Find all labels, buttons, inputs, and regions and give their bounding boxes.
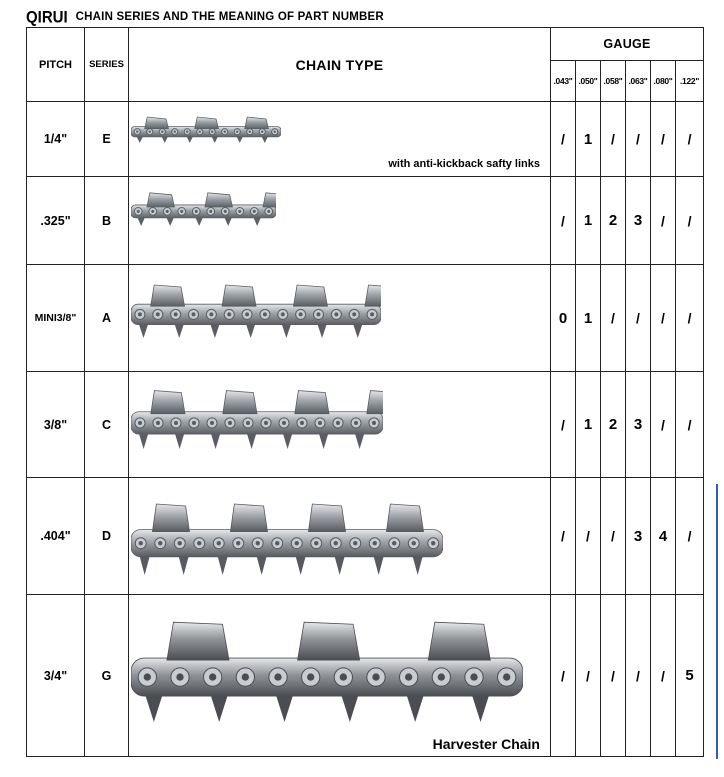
gauge-value-cell: / xyxy=(651,265,676,372)
col-header-series: SERIES xyxy=(85,28,129,102)
pitch-cell: .325" xyxy=(27,177,85,265)
rivet-center xyxy=(267,210,270,213)
cutter-tooth xyxy=(295,391,329,414)
rivet-center xyxy=(228,421,232,425)
document-title: CHAIN SERIES AND THE MEANING OF PART NUMBER xyxy=(75,11,384,23)
gauge-value-cell: 0 xyxy=(551,265,576,372)
rivet-center xyxy=(274,673,281,680)
cutter-tooth xyxy=(223,391,257,414)
rivet-center xyxy=(317,312,321,316)
rivet-center xyxy=(209,673,216,680)
rivet-center xyxy=(224,210,227,213)
rivet-center xyxy=(405,673,412,680)
rivet-center xyxy=(180,210,183,213)
rivet-center xyxy=(372,673,379,680)
rivet-center xyxy=(238,210,241,213)
rivet-center xyxy=(209,210,212,213)
rivet-center xyxy=(392,541,396,545)
rivet-center xyxy=(470,673,477,680)
side-accent-rule xyxy=(716,484,718,759)
rivet-center xyxy=(151,210,154,213)
rivet-center xyxy=(139,541,143,545)
rivet-center xyxy=(373,541,377,545)
rivet-center xyxy=(314,541,318,545)
gauge-value-cell: / xyxy=(676,478,704,595)
rivet-center xyxy=(174,130,176,132)
gauge-value-cell: 1 xyxy=(576,177,601,265)
rivet-center xyxy=(197,541,201,545)
chain-type-cell xyxy=(129,595,551,757)
rivet-center xyxy=(372,421,376,425)
rivet-center xyxy=(138,312,142,316)
cutter-tooth xyxy=(308,504,345,532)
chain-type-cell xyxy=(129,102,551,177)
chain-type-cell xyxy=(129,265,551,372)
gauge-value-cell: / xyxy=(676,372,704,478)
cutter-tooth xyxy=(386,504,423,532)
gauge-value-cell: / xyxy=(576,595,601,757)
chain-illustration xyxy=(131,496,443,576)
gauge-value-cell: 3 xyxy=(626,478,651,595)
rivet-center xyxy=(253,210,256,213)
gauge-value-cell: / xyxy=(651,177,676,265)
rivet-center xyxy=(249,130,251,132)
rivet-center xyxy=(412,541,416,545)
chain-row xyxy=(27,102,704,177)
gauge-value-cell: / xyxy=(676,102,704,177)
col-header-pitch: PITCH xyxy=(27,28,85,102)
gauge-size-058: .058" xyxy=(601,61,626,102)
rivet-center xyxy=(336,421,340,425)
gauge-value-cell: / xyxy=(676,177,704,265)
rivet-center xyxy=(227,312,231,316)
gauge-size-050: .050" xyxy=(576,61,601,102)
rivet-center xyxy=(282,421,286,425)
gauge-value-cell: 2 xyxy=(601,372,626,478)
chain-illustration xyxy=(131,279,381,339)
brand-logo: QIRUI xyxy=(26,7,68,27)
rivet-center xyxy=(340,673,347,680)
rivet-center xyxy=(334,541,338,545)
cutter-tooth xyxy=(167,622,229,660)
cutter-tooth xyxy=(205,193,233,207)
cutter-tooth xyxy=(365,285,381,306)
gauge-value-cell: / xyxy=(626,595,651,757)
rivet-center xyxy=(217,541,221,545)
cutter-tooth xyxy=(145,117,169,129)
rivet-center xyxy=(209,312,213,316)
rivet-center xyxy=(161,130,163,132)
chain-type-cell xyxy=(129,177,551,265)
rivet-center xyxy=(192,421,196,425)
gauge-value-cell: / xyxy=(551,372,576,478)
gauge-value-cell: / xyxy=(651,595,676,757)
rivet-center xyxy=(236,541,240,545)
chain-illustration xyxy=(131,114,281,144)
rivet-center xyxy=(156,421,160,425)
cutter-tooth xyxy=(151,391,185,414)
rivet-center xyxy=(144,673,151,680)
pitch-cell: .404" xyxy=(27,478,85,595)
chain-row xyxy=(27,265,704,372)
rivet-center xyxy=(295,541,299,545)
rivet-center xyxy=(307,673,314,680)
rivet-center xyxy=(274,130,276,132)
gauge-size-063: .063" xyxy=(626,61,651,102)
pitch-cell: MINI3/8" xyxy=(27,265,85,372)
cutter-tooth xyxy=(298,622,360,660)
series-cell: G xyxy=(85,595,129,757)
series-cell: B xyxy=(85,177,129,265)
gauge-value-cell: / xyxy=(676,265,704,372)
gauge-value-cell: 2 xyxy=(601,177,626,265)
gauge-value-cell: / xyxy=(626,265,651,372)
cutter-tooth xyxy=(263,193,276,207)
rivet-center xyxy=(281,312,285,316)
chain-caption: with anti-kickback safty links xyxy=(388,158,540,170)
cutter-tooth xyxy=(294,285,328,306)
gauge-value-cell: / xyxy=(601,478,626,595)
rivet-center xyxy=(242,673,249,680)
cutter-tooth xyxy=(195,117,219,129)
chain-caption: Harvester Chain xyxy=(432,736,540,752)
rivet-center xyxy=(503,673,510,680)
rivet-center xyxy=(176,673,183,680)
cutter-tooth xyxy=(151,285,185,306)
col-header-gauge: GAUGE xyxy=(551,28,704,61)
gauge-value-cell: / xyxy=(551,478,576,595)
pitch-cell: 3/4" xyxy=(27,595,85,757)
rivet-center xyxy=(245,312,249,316)
gauge-value-cell: / xyxy=(551,595,576,757)
series-cell: D xyxy=(85,478,129,595)
gauge-value-cell: / xyxy=(601,265,626,372)
chain-spec-table xyxy=(26,27,704,757)
gauge-value-cell: / xyxy=(651,102,676,177)
rivet-center xyxy=(192,312,196,316)
rivet-center xyxy=(199,130,201,132)
chain-row xyxy=(27,595,704,757)
chain-illustration xyxy=(131,384,383,450)
rivet-center xyxy=(166,210,169,213)
chain-side-plate xyxy=(131,412,383,434)
cutter-tooth xyxy=(245,117,269,129)
gauge-value-cell: 1 xyxy=(576,265,601,372)
rivet-center xyxy=(438,673,445,680)
gauge-value-cell: 3 xyxy=(626,177,651,265)
rivet-center xyxy=(174,421,178,425)
rivet-center xyxy=(264,421,268,425)
rivet-center xyxy=(174,312,178,316)
rivet-center xyxy=(211,130,213,132)
rivet-center xyxy=(256,541,260,545)
rivet-center xyxy=(431,541,435,545)
rivet-center xyxy=(275,541,279,545)
cutter-tooth xyxy=(147,193,175,207)
rivet-center xyxy=(136,130,138,132)
rivet-center xyxy=(224,130,226,132)
rivet-center xyxy=(318,421,322,425)
cutter-tooth xyxy=(152,504,189,532)
gauge-value-cell: 1 xyxy=(576,102,601,177)
chain-type-cell xyxy=(129,372,551,478)
rivet-center xyxy=(195,210,198,213)
chain-row xyxy=(27,372,704,478)
gauge-value-cell: 1 xyxy=(576,372,601,478)
cutter-tooth xyxy=(428,622,490,660)
col-header-chain-type: CHAIN TYPE xyxy=(129,28,551,102)
series-cell: C xyxy=(85,372,129,478)
rivet-center xyxy=(299,312,303,316)
gauge-size-080: .080" xyxy=(651,61,676,102)
gauge-size-122: .122" xyxy=(676,61,704,102)
chain-row xyxy=(27,177,704,265)
rivet-center xyxy=(210,421,214,425)
rivet-center xyxy=(149,130,151,132)
gauge-value-cell: / xyxy=(626,102,651,177)
rivet-center xyxy=(236,130,238,132)
rivet-center xyxy=(156,312,160,316)
series-cell: E xyxy=(85,102,129,177)
gauge-value-cell: / xyxy=(551,177,576,265)
gauge-size-043: .043" xyxy=(551,61,576,102)
gauge-value-cell: / xyxy=(601,595,626,757)
rivet-center xyxy=(353,541,357,545)
pitch-cell: 3/8" xyxy=(27,372,85,478)
cutter-tooth xyxy=(367,391,383,414)
gauge-value-cell: / xyxy=(601,102,626,177)
rivet-center xyxy=(352,312,356,316)
rivet-center xyxy=(246,421,250,425)
rivet-center xyxy=(370,312,374,316)
document-header xyxy=(26,8,384,26)
series-cell: A xyxy=(85,265,129,372)
chain-illustration xyxy=(131,189,276,227)
rivet-center xyxy=(186,130,188,132)
chain-side-plate xyxy=(131,304,381,324)
pitch-cell: 1/4" xyxy=(27,102,85,177)
rivet-center xyxy=(334,312,338,316)
chain-type-cell xyxy=(129,478,551,595)
rivet-center xyxy=(261,130,263,132)
rivet-center xyxy=(138,421,142,425)
cutter-tooth xyxy=(230,504,267,532)
cutter-tooth xyxy=(222,285,256,306)
gauge-value-cell: 5 xyxy=(676,595,704,757)
gauge-value-cell: 4 xyxy=(651,478,676,595)
gauge-value-cell: / xyxy=(551,102,576,177)
rivet-center xyxy=(354,421,358,425)
gauge-value-cell: 3 xyxy=(626,372,651,478)
rivet-center xyxy=(178,541,182,545)
gauge-value-cell: / xyxy=(576,478,601,595)
chain-illustration xyxy=(131,611,523,723)
rivet-center xyxy=(300,421,304,425)
rivet-center xyxy=(158,541,162,545)
chain-side-plate xyxy=(131,658,523,696)
rivet-center xyxy=(137,210,140,213)
gauge-value-cell: / xyxy=(651,372,676,478)
rivet-center xyxy=(263,312,267,316)
chain-row xyxy=(27,478,704,595)
